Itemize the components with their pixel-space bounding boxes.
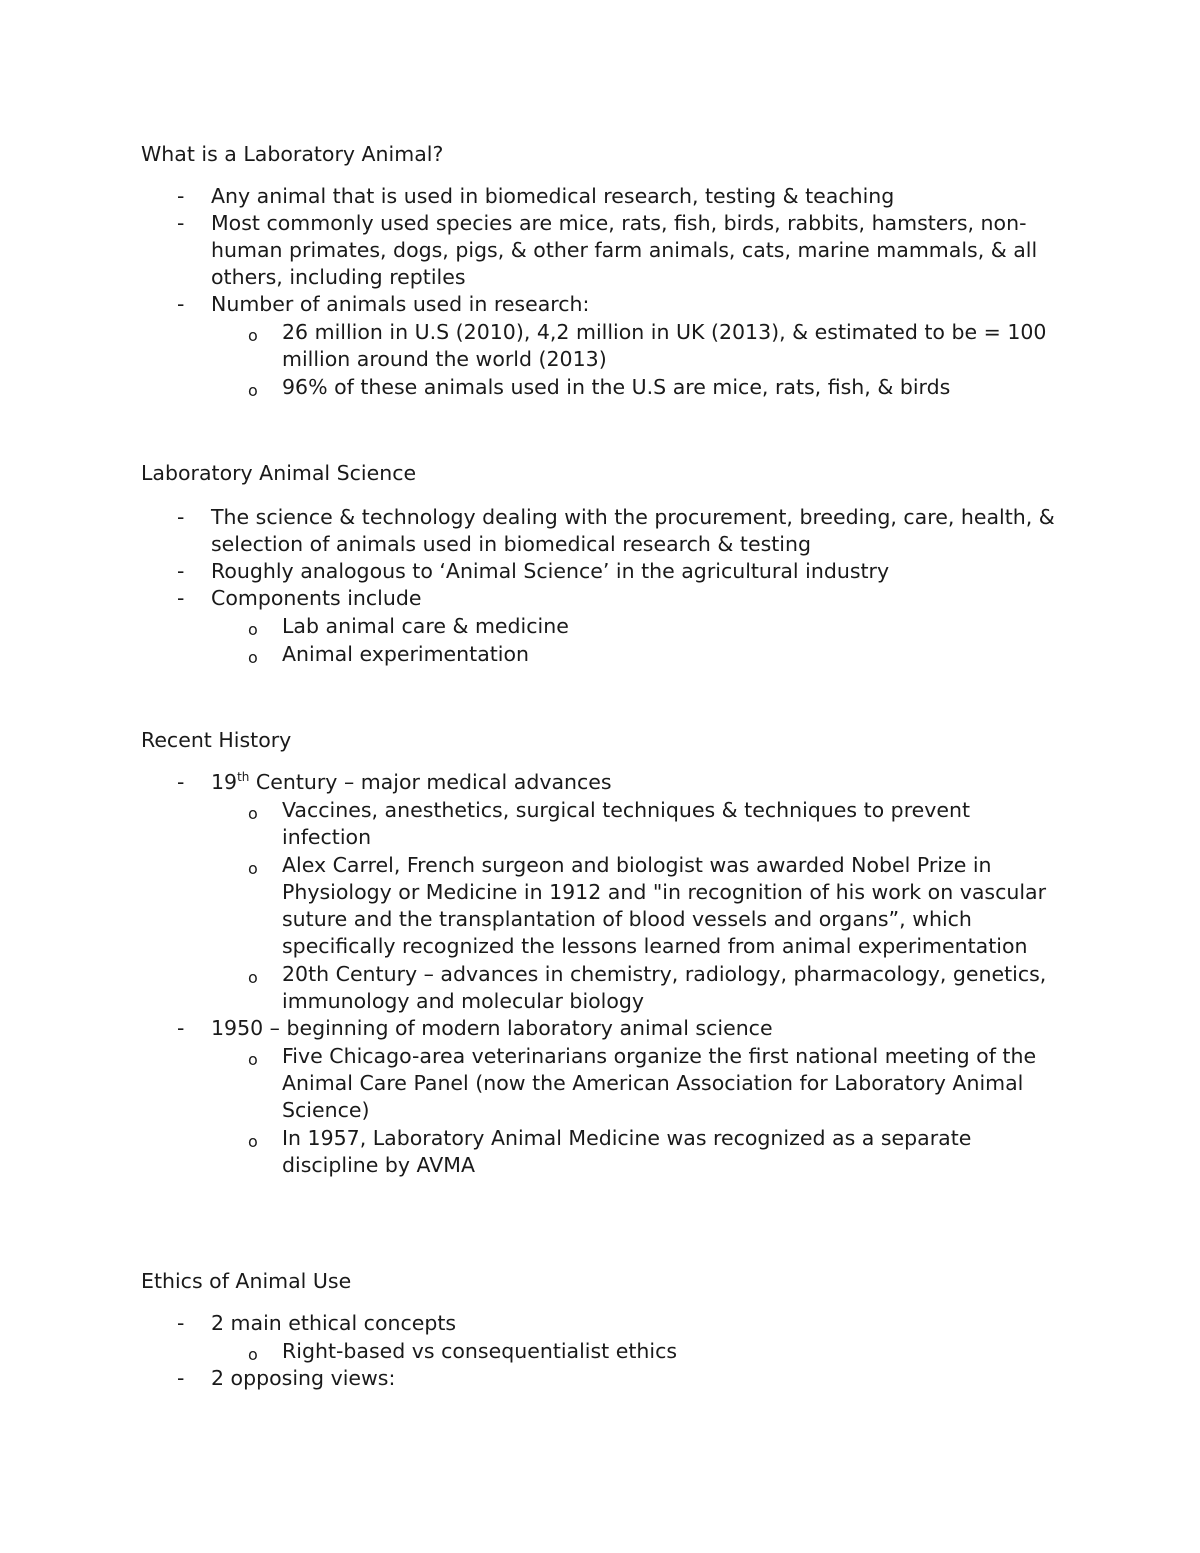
section-lab-animal-science <box>141 460 1061 668</box>
sub-list-item-text: Alex Carrel, French surgeon and biologist was awarded Nobel Prize in Physiology or Medicine in 1912 and "in recognition of his work on vascular suture and the transplantation of blood vessels and organs”, which specifically recognized the lessons learned from animal experimentation <box>282 853 1047 958</box>
circle-bullet: o <box>248 804 258 823</box>
sub-list-item <box>141 1338 1061 1365</box>
list-item <box>141 210 1061 291</box>
list-item-text: Century – major medical advances <box>249 770 612 794</box>
sub-bullet-list <box>141 319 1061 401</box>
sub-bullet-list <box>141 797 1061 1015</box>
section-heading: What is a Laboratory Animal? <box>141 142 444 166</box>
sub-bullet-list <box>141 1043 1061 1179</box>
list-item-text: Roughly analogous to ‘Animal Science’ in the agricultural industry <box>211 559 890 583</box>
sub-list-item <box>141 1043 1061 1124</box>
dash-bullet: - <box>177 1311 185 1335</box>
sub-list-item <box>141 1125 1061 1179</box>
circle-bullet: o <box>248 859 258 878</box>
section-recent-history <box>141 727 1061 1179</box>
sub-list-item-text: Right-based vs consequentialist ethics <box>282 1339 678 1363</box>
list-item <box>141 1310 1061 1365</box>
dash-bullet: - <box>177 211 185 235</box>
sub-list-item <box>141 961 1061 1015</box>
list-item <box>141 291 1061 401</box>
sub-list-item <box>141 613 1061 640</box>
sub-list-item-text: 26 million in U.S (2010), 4,2 million in UK (2013), & estimated to be = 100 million around the world (2013) <box>282 320 1047 371</box>
circle-bullet: o <box>248 1345 258 1364</box>
bullet-list <box>141 769 1061 1179</box>
sub-list-item-text: 96% of these animals used in the U.S are mice, rats, fish, & birds <box>282 375 951 399</box>
list-item <box>141 1015 1061 1179</box>
circle-bullet: o <box>248 1132 258 1151</box>
sub-list-item-text: Vaccines, anesthetics, surgical techniques & techniques to prevent infection <box>282 798 971 849</box>
sub-bullet-list <box>141 1338 1061 1365</box>
sub-list-item-text: 20th Century – advances in chemistry, radiology, pharmacology, genetics, immunology and molecular biology <box>282 962 1047 1013</box>
circle-bullet: o <box>248 381 258 400</box>
sub-list-item <box>141 319 1061 373</box>
sub-bullet-list <box>141 613 1061 668</box>
sub-list-item <box>141 374 1061 401</box>
list-item-text-prefix: 19 <box>211 770 238 794</box>
sub-list-item-text: Animal experimentation <box>282 642 530 666</box>
list-item-text: 2 main ethical concepts <box>211 1311 457 1335</box>
dash-bullet: - <box>177 1366 185 1390</box>
circle-bullet: o <box>248 326 258 345</box>
dash-bullet: - <box>177 292 185 316</box>
list-item-text: Most commonly used species are mice, rats, fish, birds, rabbits, hamsters, non-human primates, dogs, pigs, & other farm animals, cats, marine mammals, & all others, including reptiles <box>211 211 1038 289</box>
bullet-list <box>141 504 1061 668</box>
bullet-list <box>141 183 1061 401</box>
sub-list-item-text: In 1957, Laboratory Animal Medicine was recognized as a separate discipline by AVMA <box>282 1126 972 1177</box>
list-item-text: Any animal that is used in biomedical research, testing & teaching <box>211 184 895 208</box>
section-what-is-lab-animal <box>141 141 1061 401</box>
section-ethics <box>141 1268 1061 1392</box>
sub-list-item <box>141 641 1061 668</box>
circle-bullet: o <box>248 968 258 987</box>
sub-list-item <box>141 852 1061 960</box>
section-heading: Ethics of Animal Use <box>141 1269 352 1293</box>
circle-bullet: o <box>248 1050 258 1069</box>
section-heading: Laboratory Animal Science <box>141 461 417 485</box>
dash-bullet: - <box>177 1016 185 1040</box>
list-item <box>141 504 1061 558</box>
list-item <box>141 183 1061 210</box>
sub-list-item-text: Lab animal care & medicine <box>282 614 569 638</box>
superscript: th <box>237 770 250 784</box>
sub-list-item-text: Five Chicago-area veterinarians organize the first national meeting of the Animal Care Panel (now the American Association for Laboratory Animal Science) <box>282 1044 1037 1122</box>
list-item-text: Number of animals used in research: <box>211 292 590 316</box>
list-item <box>141 558 1061 585</box>
dash-bullet: - <box>177 184 185 208</box>
list-item <box>141 585 1061 668</box>
dash-bullet: - <box>177 505 185 529</box>
circle-bullet: o <box>248 648 258 667</box>
dash-bullet: - <box>177 559 185 583</box>
list-item <box>141 769 1061 1015</box>
section-heading: Recent History <box>141 728 292 752</box>
bullet-list <box>141 1310 1061 1392</box>
list-item-text: 1950 – beginning of modern laboratory animal science <box>211 1016 773 1040</box>
dash-bullet: - <box>177 586 185 610</box>
list-item-text: Components include <box>211 586 422 610</box>
list-item-text: The science & technology dealing with the procurement, breeding, care, health, & selection of animals used in biomedical research & testing <box>211 505 1055 556</box>
list-item <box>141 1365 1061 1392</box>
dash-bullet: - <box>177 770 185 794</box>
sub-list-item <box>141 797 1061 851</box>
circle-bullet: o <box>248 620 258 639</box>
list-item-text: 2 opposing views: <box>211 1366 396 1390</box>
